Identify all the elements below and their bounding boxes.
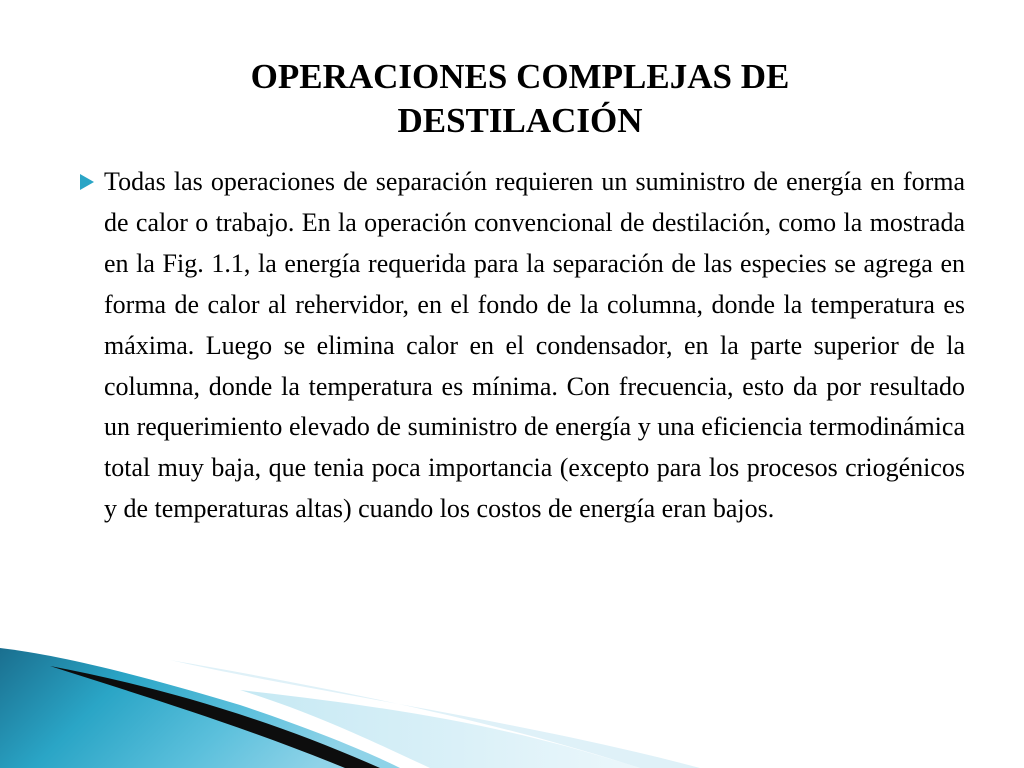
body-paragraph: Todas las operaciones de separación requieren un suministro de energía en forma de calor o trabajo. En la operación convencional de destilación, como la mostrada en la Fig. 1.1, la energía requerida para la separación de las especies se agrega en forma de calor al rehervidor, en el fondo de la columna, donde la temperatura es máxima. Luego se elimina calor en el condensador, en la parte superior de la columna, donde la temperatura es mínima. Con frecuencia, esto da por resultado un requerimiento elevado de suministro de energía y una eficiencia termodinámica total muy baja, que tenia poca importancia (excepto para los procesos criogénicos y de temperaturas altas) cuando los costos de energía eran bajos. [104, 167, 965, 524]
pale-wave-band [170, 660, 700, 768]
slide-title [120, 55, 920, 143]
title-line-1: OPERACIONES COMPLEJAS DE [250, 57, 790, 96]
black-stripe [50, 666, 380, 768]
triangle-bullet-icon [80, 174, 94, 190]
title-line-2: DESTILACIÓN [397, 101, 643, 140]
blue-wave [0, 648, 400, 768]
light-wave-band [240, 690, 640, 768]
